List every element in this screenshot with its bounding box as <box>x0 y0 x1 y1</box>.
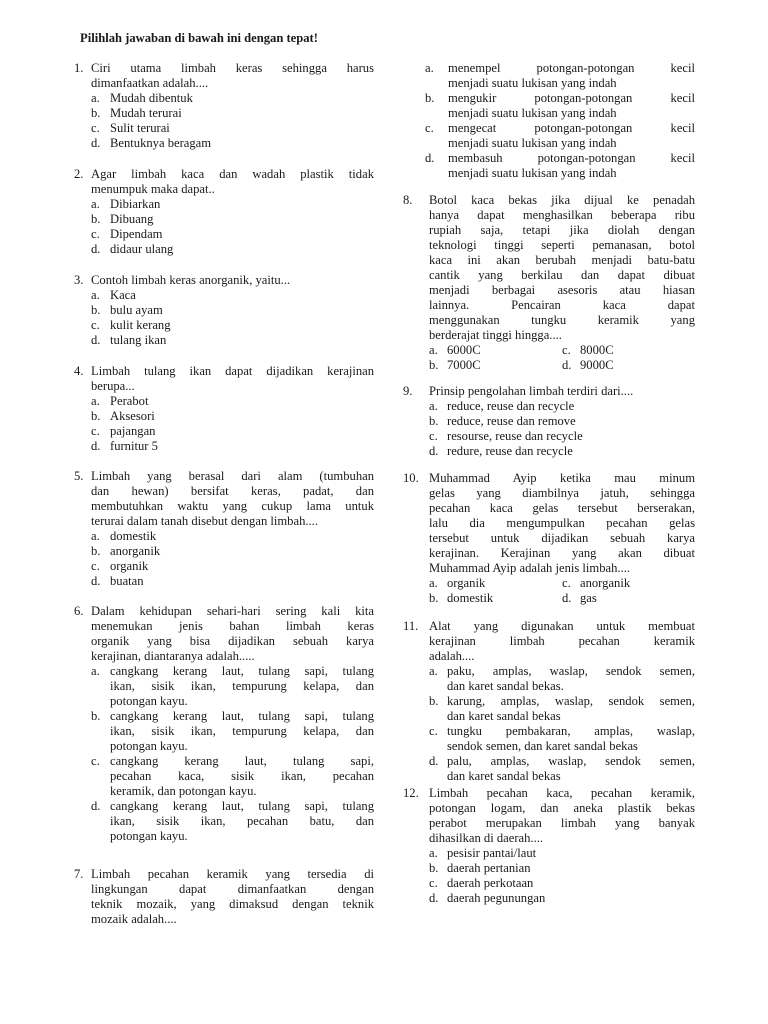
answer-option-d[interactable] <box>91 574 374 589</box>
answer-options <box>403 664 695 784</box>
answer-option-b[interactable] <box>91 709 374 754</box>
option-letter: b. <box>429 591 439 605</box>
question-number: 6. <box>74 604 84 618</box>
option-text: domestik <box>447 591 494 605</box>
option-letter: a. <box>429 399 438 413</box>
question-text: Limbah yang berasal dari alam (tumbuhan dan hewan) bersifat keras, padat, dan membutuhkan waktu yang cukup lama untuk terurai dalam tanah disebut dengan limbah.... <box>91 469 374 528</box>
option-letter: d. <box>562 591 572 605</box>
option-text: Dibiarkan <box>110 197 161 211</box>
option-letter: c. <box>91 318 100 332</box>
question-text: Limbah pecahan keramik yang tersedia di lingkungan dapat dimanfaatkan dengan teknik mozaik, yang dimaksud dengan teknik mozaik adalah.... <box>91 867 374 926</box>
option-text: kulit kerang <box>110 318 171 332</box>
answer-option-a[interactable] <box>91 197 374 212</box>
question-12 <box>403 786 695 906</box>
option-letter: c. <box>429 876 438 890</box>
answer-option-c[interactable] <box>425 121 695 151</box>
answer-options <box>74 197 374 257</box>
answer-option-b[interactable] <box>91 409 374 424</box>
option-letter: b. <box>429 861 439 875</box>
option-letter: a. <box>425 61 434 75</box>
option-text: 9000C <box>580 358 614 372</box>
option-letter: c. <box>91 559 100 573</box>
answer-option-a[interactable] <box>429 846 695 861</box>
answer-option-c[interactable] <box>429 429 695 444</box>
option-text: Bentuknya beragam <box>110 136 212 150</box>
question-4 <box>74 364 374 454</box>
answer-option-b[interactable] <box>91 544 374 559</box>
option-text: Perabot <box>110 394 149 408</box>
answer-option-d[interactable] <box>562 591 695 606</box>
answer-option-b[interactable] <box>425 91 695 121</box>
answer-option-b[interactable] <box>91 106 374 121</box>
answer-option-c[interactable] <box>429 876 695 891</box>
option-text: anorganik <box>580 576 631 590</box>
option-letter: c. <box>91 424 100 438</box>
question-11 <box>403 619 695 784</box>
answer-option-d[interactable] <box>91 799 374 844</box>
option-text: tungku pembakaran, amplas, waslap, sendok semen, dan karet sandal bekas <box>447 724 695 753</box>
question-text: Botol kaca bekas jika dijual ke penadah hanya dapat menghasilkan beberapa ribu rupiah saja, tetapi jika diolah dengan teknologi tinggi seperti pemanasan, botol kaca ini akan berubah menjadi batu-batu cantik yang berkilau dan dapat dibuat menjadi berbagai asesoris atau hiasan lainnya. Pencairan kaca dapat menggunakan tungku keramik yang berderajat tinggi hingga.... <box>429 193 695 342</box>
answer-option-b[interactable] <box>429 414 695 429</box>
option-letter: d. <box>91 136 101 150</box>
answer-option-a[interactable] <box>91 394 374 409</box>
answer-option-d[interactable] <box>91 439 374 454</box>
option-text: bulu ayam <box>110 303 163 317</box>
option-letter: b. <box>91 544 101 558</box>
option-letter: b. <box>91 212 101 226</box>
option-text: tulang ikan <box>110 333 167 347</box>
answer-option-b[interactable] <box>429 694 695 724</box>
option-letter: b. <box>91 409 101 423</box>
answer-options <box>74 288 374 348</box>
answer-options <box>429 576 695 606</box>
option-text: mengukir potongan-potongan kecil menjadi suatu lukisan yang indah <box>448 91 695 120</box>
option-letter: c. <box>91 121 100 135</box>
option-letter: c. <box>91 754 100 768</box>
answer-option-d[interactable] <box>562 358 695 373</box>
option-text: cangkang kerang laut, tulang sapi, tulang ikan, sisik ikan, tempurung kelapa, dan potongan kayu. <box>110 664 374 708</box>
question-text: Prinsip pengolahan limbah terdiri dari.... <box>429 384 634 398</box>
answer-option-c[interactable] <box>91 559 374 574</box>
question-number: 1. <box>74 61 84 75</box>
answer-option-b[interactable] <box>91 212 374 227</box>
answer-option-a[interactable] <box>91 91 374 106</box>
option-text: karung, amplas, waslap, sendok semen, dan karet sandal bekas <box>447 694 695 723</box>
option-text: Aksesori <box>110 409 155 423</box>
option-letter: b. <box>429 694 439 708</box>
option-letter: a. <box>91 91 100 105</box>
option-text: domestik <box>110 529 157 543</box>
option-text: Dipendam <box>110 227 163 241</box>
answer-option-d[interactable] <box>429 754 695 784</box>
question-text: Ciri utama limbah keras sehingga harus dimanfaatkan adalah.... <box>91 61 374 90</box>
option-letter: b. <box>91 106 101 120</box>
option-letter: a. <box>91 394 100 408</box>
question-9 <box>403 384 695 459</box>
question-number: 4. <box>74 364 84 378</box>
answer-options <box>429 343 695 373</box>
page-title: Pilihlah jawaban di bawah ini dengan tepat! <box>80 31 318 45</box>
answer-option-b[interactable] <box>429 861 695 876</box>
answer-option-a[interactable] <box>429 343 562 358</box>
option-letter: b. <box>91 303 101 317</box>
option-text: reduce, reuse dan remove <box>447 414 576 428</box>
option-letter: c. <box>429 429 438 443</box>
option-text: organik <box>110 559 149 573</box>
option-text: pesisir pantai/laut <box>447 846 537 860</box>
option-letter: a. <box>91 288 100 302</box>
question-text: Muhammad Ayip ketika mau minum gelas yang diambilnya jatuh, sehingga pecahan kaca gelas tersebut berserakan, lalu dia mengumpulkan pecahan gelas tersebut untuk dijadikan sebuah karya kerajinan. Kerajinan yang akan dibuat Muhammad Ayip adalah jenis limbah.... <box>429 471 695 575</box>
option-text: cangkang kerang laut, tulang sapi, tulang ikan, sisik ikan, pecahan batu, dan potongan kayu. <box>110 799 374 843</box>
option-text: 6000C <box>447 343 481 357</box>
question-text: Alat yang digunakan untuk membuat kerajinan limbah pecahan keramik adalah.... <box>429 619 695 663</box>
option-letter: a. <box>91 664 100 678</box>
answer-options <box>74 394 374 454</box>
answer-option-a[interactable] <box>91 288 374 303</box>
option-letter: d. <box>562 358 572 372</box>
option-text: daerah pegunungan <box>447 891 546 905</box>
answer-options <box>74 529 374 589</box>
option-text: gas <box>580 591 597 605</box>
option-letter: d. <box>91 242 101 256</box>
option-text: didaur ulang <box>110 242 174 256</box>
option-text: Mudah dibentuk <box>110 91 193 105</box>
question-text: Agar limbah kaca dan wadah plastik tidak menumpuk maka dapat.. <box>91 167 374 196</box>
option-letter: b. <box>425 91 435 105</box>
answer-option-c[interactable] <box>91 227 374 242</box>
answer-option-b[interactable] <box>91 303 374 318</box>
question-text: Contoh limbah keras anorganik, yaitu... <box>91 273 291 287</box>
question-number: 11. <box>403 619 419 633</box>
option-text: 7000C <box>447 358 481 372</box>
answer-option-a[interactable] <box>429 399 695 414</box>
option-letter: d. <box>429 891 439 905</box>
answer-options <box>74 91 374 151</box>
answer-options <box>403 846 695 906</box>
option-text: resourse, reuse dan recycle <box>447 429 583 443</box>
option-letter: a. <box>429 846 438 860</box>
option-letter: d. <box>429 444 439 458</box>
question-2 <box>74 167 374 257</box>
option-text: membasuh potongan-potongan kecil menjadi suatu lukisan yang indah <box>448 151 695 180</box>
option-text: anorganik <box>110 544 161 558</box>
answer-option-b[interactable] <box>429 591 562 606</box>
answer-options <box>74 664 374 844</box>
question-7 <box>74 867 374 927</box>
question-10 <box>403 471 695 606</box>
option-letter: a. <box>91 197 100 211</box>
answer-option-a[interactable] <box>91 529 374 544</box>
option-letter: a. <box>429 343 438 357</box>
question-number: 12. <box>403 786 419 800</box>
answer-option-d[interactable] <box>91 242 374 257</box>
option-letter: d. <box>425 151 435 165</box>
option-text: reduce, reuse dan recycle <box>447 399 575 413</box>
answer-option-a[interactable] <box>91 664 374 709</box>
answer-option-d[interactable] <box>91 333 374 348</box>
question-number: 10. <box>403 471 419 485</box>
question-8 <box>403 193 695 373</box>
question-number: 8. <box>403 193 413 207</box>
option-letter: c. <box>425 121 434 135</box>
answer-option-d[interactable] <box>429 444 695 459</box>
answer-option-d[interactable] <box>425 151 695 181</box>
question-1 <box>74 61 374 151</box>
option-text: redure, reuse dan recycle <box>447 444 573 458</box>
answer-option-c[interactable] <box>91 121 374 136</box>
question-text: Dalam kehidupan sehari-hari sering kali kita menemukan jenis bahan limbah keras organik yang bisa dijadikan sebuah karya kerajinan, diantaranya adalah..... <box>91 604 374 663</box>
option-text: palu, amplas, waslap, sendok semen, dan karet sandal bekas <box>447 754 695 783</box>
option-text: daerah perkotaan <box>447 876 534 890</box>
answer-option-c[interactable] <box>91 318 374 333</box>
question-number: 5. <box>74 469 84 483</box>
option-text: cangkang kerang laut, tulang sapi, pecahan kaca, sisik ikan, pecahan keramik, dan potongan kayu. <box>110 754 374 798</box>
option-letter: b. <box>91 709 101 723</box>
option-text: Sulit terurai <box>110 121 170 135</box>
option-letter: c. <box>91 227 100 241</box>
answer-options <box>403 399 695 459</box>
option-letter: b. <box>429 414 439 428</box>
option-text: menempel potongan-potongan kecil menjadi suatu lukisan yang indah <box>448 61 695 90</box>
option-text: mengecat potongan-potongan kecil menjadi suatu lukisan yang indah <box>448 121 695 150</box>
option-letter: d. <box>91 799 101 813</box>
question-7-options-continued <box>403 61 695 181</box>
option-letter: d. <box>91 333 101 347</box>
question-number: 3. <box>74 273 84 287</box>
option-text: furnitur 5 <box>110 439 158 453</box>
question-number: 7. <box>74 867 84 881</box>
option-text: cangkang kerang laut, tulang sapi, tulang ikan, sisik ikan, tempurung kelapa, dan potongan kayu. <box>110 709 374 753</box>
answer-option-a[interactable] <box>425 61 695 91</box>
answer-option-c[interactable] <box>562 343 695 358</box>
question-text: Limbah tulang ikan dapat dijadikan kerajinan berupa... <box>91 364 374 393</box>
answer-option-c[interactable] <box>429 724 695 754</box>
answer-option-c[interactable] <box>562 576 695 591</box>
option-letter: a. <box>429 664 438 678</box>
option-text: 8000C <box>580 343 614 357</box>
option-text: pajangan <box>110 424 156 438</box>
option-text: buatan <box>110 574 144 588</box>
answer-option-c[interactable] <box>91 754 374 799</box>
option-letter: a. <box>91 529 100 543</box>
option-text: organik <box>447 576 486 590</box>
option-letter: c. <box>562 576 571 590</box>
option-letter: b. <box>429 358 439 372</box>
answer-option-c[interactable] <box>91 424 374 439</box>
answer-option-d[interactable] <box>91 136 374 151</box>
option-letter: d. <box>429 754 439 768</box>
option-text: Kaca <box>110 288 136 302</box>
answer-option-b[interactable] <box>429 358 562 373</box>
answer-option-a[interactable] <box>429 576 562 591</box>
option-text: Dibuang <box>110 212 154 226</box>
question-number: 2. <box>74 167 84 181</box>
question-number: 9. <box>403 384 413 398</box>
option-text: daerah pertanian <box>447 861 531 875</box>
question-3 <box>74 273 374 348</box>
answer-option-a[interactable] <box>429 664 695 694</box>
option-letter: d. <box>91 439 101 453</box>
option-text: Mudah terurai <box>110 106 182 120</box>
answer-option-d[interactable] <box>429 891 695 906</box>
option-letter: c. <box>562 343 571 357</box>
option-letter: a. <box>429 576 438 590</box>
question-6 <box>74 604 374 844</box>
question-5 <box>74 469 374 589</box>
option-letter: d. <box>91 574 101 588</box>
option-text: paku, amplas, waslap, sendok semen, dan karet sandal bekas. <box>447 664 695 693</box>
option-letter: c. <box>429 724 438 738</box>
question-text: Limbah pecahan kaca, pecahan keramik, potongan logam, dan aneka plastik bekas perabot merupakan limbah yang banyak dihasilkan di daerah.... <box>429 786 695 845</box>
